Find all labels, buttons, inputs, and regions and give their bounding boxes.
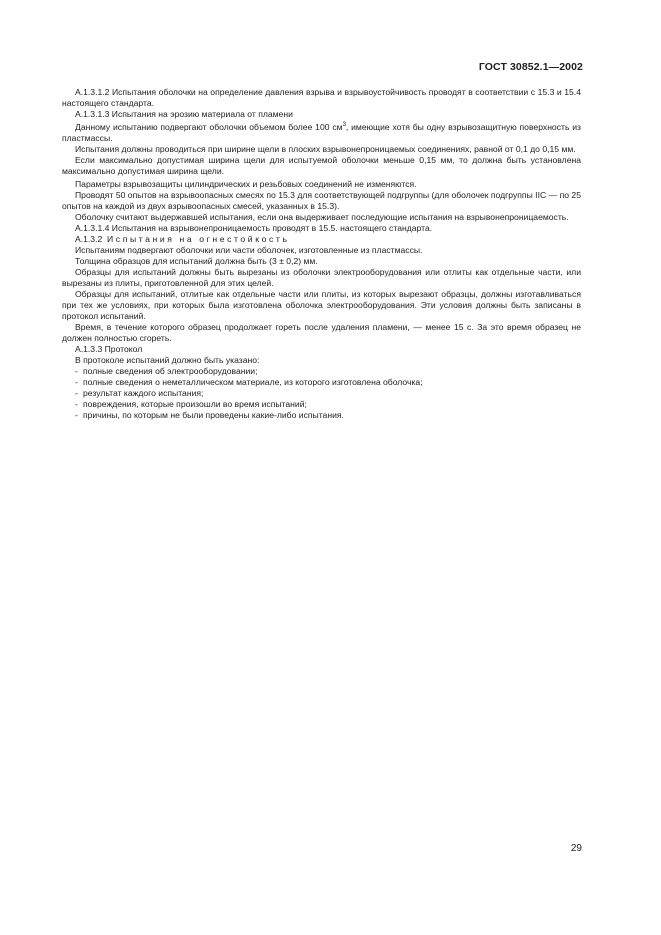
heading-a1332 xyxy=(62,234,581,245)
list-dash: - xyxy=(75,398,78,409)
paragraph-gap-width: Испытания должны проводиться при ширине щели в плоских взрывонепроницаемых соединениях, равной от 0,1 до 0,15 мм. xyxy=(75,143,576,154)
list-item xyxy=(62,388,581,399)
paragraph-samples-cast: Образцы для испытаний, отлитые как отдельные части или плиты, из которых вырезают образцы, должны изготавливаться при тех же условиях, при которых была изготовлена оболочка электрооборудования. Эти условия должны быть записаны в протокол испытаний. xyxy=(62,288,581,321)
list-item xyxy=(62,366,581,377)
list-dash: - xyxy=(75,387,78,398)
paragraph-passed: Оболочку считают выдержавшей испытания, если она выдерживает последующие испытания на взрывонепроницаемость. xyxy=(75,211,569,222)
paragraph-experiments: Проводят 50 опытов на взрывоопасных смесях по 15.3 для соответствующей подгруппы (для оболочек подгруппы IIC — по 25 опытов на каждой из двух взрывоопасных смесей, указанных в 15.3). xyxy=(62,189,581,211)
protocol-list xyxy=(62,366,581,421)
list-dash: - xyxy=(75,376,78,387)
list-item xyxy=(62,399,581,410)
paragraph-protocol-intro: В протоколе испытаний должно быть указано: xyxy=(75,354,260,365)
list-item-text: повреждения, которые произошли во время испытаний; xyxy=(83,398,307,409)
list-dash: - xyxy=(75,409,78,420)
page-number: 29 xyxy=(570,843,582,854)
paragraph-a13112: А.1.3.1.2 Испытания оболочки на определение давления взрыва и взрывоустойчивость проводят в соответствии с 15.3 и 15.4 настоящего стандарта. xyxy=(62,87,581,108)
list-item xyxy=(62,377,581,388)
paragraph-thickness: Толщина образцов для испытаний должна быть (3 ± 0,2) мм. xyxy=(75,255,318,266)
list-item-text: полные сведения о неметаллическом материале, из которого изготовлена оболочка; xyxy=(83,376,423,387)
list-item-text: результат каждого испытания; xyxy=(83,387,204,398)
heading-a1332-number: А.1.3.2 xyxy=(75,233,103,244)
paragraph-volume-text-end: , имеющие хотя бы одну взрывозащитную поверхность из пластмассы. xyxy=(62,121,581,143)
heading-a1332-title: Испытания на огнестойкость xyxy=(107,233,290,244)
paragraph-a13114: А.1.3.1.4 Испытания на взрывонепроницаемость проводят в 15.5. настоящего стандарта. xyxy=(75,222,433,233)
paragraph-parameters: Параметры взрывозащиты цилиндрических и резьбовых соединений не изменяются. xyxy=(75,178,417,189)
paragraph-max-gap: Если максимально допустимая ширина щели для испытуемой оболочки меньше 0,15 мм, то должна быть установлена максимально допустимая ширина щели. xyxy=(62,154,581,176)
heading-a1333: А.1.3.3 Протокол xyxy=(75,343,143,354)
list-item-text: полные сведения об электрооборудовании; xyxy=(83,365,258,376)
paragraph-plastic: Испытаниям подвергают оболочки или части оболочек, изготовленные из пластмассы. xyxy=(75,244,423,255)
list-item xyxy=(62,410,581,421)
paragraph-volume-text: Данному испытанию подвергают оболочки объемом более 100 см xyxy=(75,121,343,132)
paragraph-burn-time: Время, в течение которого образец продолжает гореть после удаления пламени, — менее 15 с. За это время образец не должен полностью сгореть. xyxy=(62,321,581,343)
paragraph-volume xyxy=(62,120,581,144)
document-header: ГОСТ 30852.1—2002 xyxy=(478,61,583,73)
paragraph-samples-cut: Образцы для испытаний должны быть вырезаны из оболочки электрооборудования или отлиты как отдельные части, или вырезаны из плиты, приготовленной для этих целей. xyxy=(62,266,581,288)
document-body xyxy=(62,87,581,421)
list-dash: - xyxy=(75,365,78,376)
heading-a13113: А.1.3.1.3 Испытания на эрозию материала от пламени xyxy=(75,109,293,119)
superscript-cubed: 3 xyxy=(342,122,346,128)
list-item-text: причины, по которым не были проведены какие-либо испытания. xyxy=(83,409,344,420)
